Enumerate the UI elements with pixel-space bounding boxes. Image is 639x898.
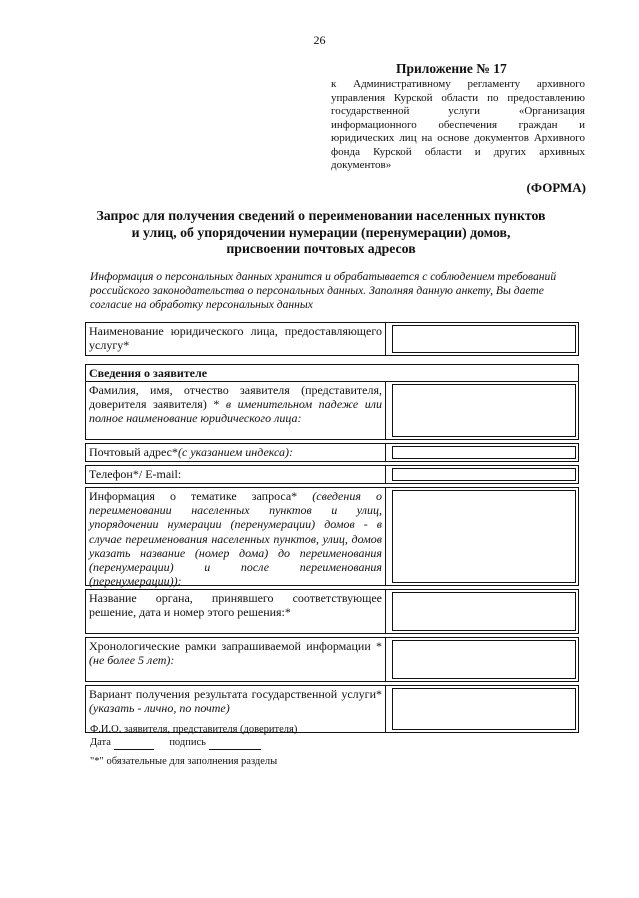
request-topic-field[interactable] bbox=[392, 490, 576, 583]
org-name-label: Наименование юридического лица, предоставляющего услугу* bbox=[86, 323, 386, 355]
applicant-name-hint: в именительном падеже или полное наименование юридического лица: bbox=[89, 397, 383, 426]
request-topic-label bbox=[86, 488, 386, 589]
date-blank[interactable] bbox=[114, 736, 154, 750]
applicant-name-field[interactable] bbox=[392, 384, 576, 437]
chrono-frame-field[interactable] bbox=[392, 640, 576, 679]
result-method-hint: (указать - лично, по почте) bbox=[89, 701, 230, 716]
chrono-frame-main: Хронологические рамки запрашиваемой информации * bbox=[89, 639, 382, 653]
postal-address-main: Почтовый адрес* bbox=[89, 445, 179, 459]
result-method-main: Вариант получения результата государственной услуги* bbox=[89, 687, 382, 701]
form-label: (ФОРМА) bbox=[526, 180, 586, 195]
section-applicant-heading: Сведения о заявителе bbox=[85, 364, 579, 381]
document-title bbox=[90, 208, 552, 258]
postal-address-label bbox=[86, 444, 386, 461]
decision-body-label: Название органа, принявшего соответствующее решение, дата и номер этого решения:* bbox=[86, 590, 386, 633]
date-label: Дата bbox=[90, 737, 111, 748]
form-row-org bbox=[85, 322, 579, 356]
chrono-frame-hint: (не более 5 лет): bbox=[89, 653, 175, 668]
title-line: и улиц, об упорядочении нумерации (перенумерации) домов, bbox=[131, 224, 511, 240]
request-form bbox=[85, 322, 579, 736]
signature-blank[interactable] bbox=[209, 736, 261, 750]
title-line: Запрос для получения сведений о переименовании населенных пунктов bbox=[96, 208, 546, 223]
request-topic-hint: (сведения о переименовании населенных пунктов и улиц, упорядочении нумерации (перенумерации) домов - в случае переименования населенных пунктов, улиц, домов указать название (номер дома) до переименования (перенумерации) и после переименования (перенумерации)): bbox=[89, 489, 382, 589]
postal-address-hint: (с указанием индекса): bbox=[178, 445, 293, 459]
page-number: 26 bbox=[313, 33, 326, 47]
signature-label: подпись bbox=[169, 737, 206, 748]
annex-title: Приложение № 17 bbox=[396, 61, 507, 76]
applicant-name-label bbox=[86, 382, 386, 439]
form-row-decision bbox=[85, 589, 579, 634]
form-row-topic bbox=[85, 487, 579, 589]
required-fields-note: "*" обязательные для заполнения разделы bbox=[90, 756, 278, 767]
phone-email-label: Телефон*/ E-mail: bbox=[86, 466, 386, 483]
decision-body-field[interactable] bbox=[392, 592, 576, 631]
postal-address-field[interactable] bbox=[392, 446, 576, 459]
chrono-frame-label bbox=[86, 638, 386, 681]
form-row-chrono bbox=[85, 637, 579, 682]
form-row-applicant bbox=[85, 381, 579, 440]
org-name-field[interactable] bbox=[392, 325, 576, 353]
form-row-address bbox=[85, 443, 579, 462]
applicant-fio-caption: Ф.И.О. заявителя, представителя (доверителя) bbox=[90, 724, 298, 735]
consent-notice: Информация о персональных данных хранится и обрабатывается с соблюдением требований российского законодательства о персональных данных. Заполняя данную анкету, Вы даете согласие на обработку персональных данных bbox=[90, 270, 557, 311]
form-row-phone bbox=[85, 465, 579, 484]
annex-text: к Административному регламенту архивного управления Курской области по предоставлению государственной услуги «Организация информационного обеспечения граждан и юридических лиц на основе документов Архивного фонда Курской области и других архивных документов» bbox=[331, 78, 585, 171]
request-topic-main: Информация о тематике запроса* bbox=[89, 489, 298, 503]
date-signature-line bbox=[90, 736, 261, 750]
phone-email-field[interactable] bbox=[392, 468, 576, 481]
result-method-field[interactable] bbox=[392, 688, 576, 730]
title-line: присвоении почтовых адресов bbox=[226, 241, 416, 256]
applicant-name-main: Фамилия, имя, отчество заявителя (представителя, доверителя заявителя) * bbox=[89, 383, 382, 412]
